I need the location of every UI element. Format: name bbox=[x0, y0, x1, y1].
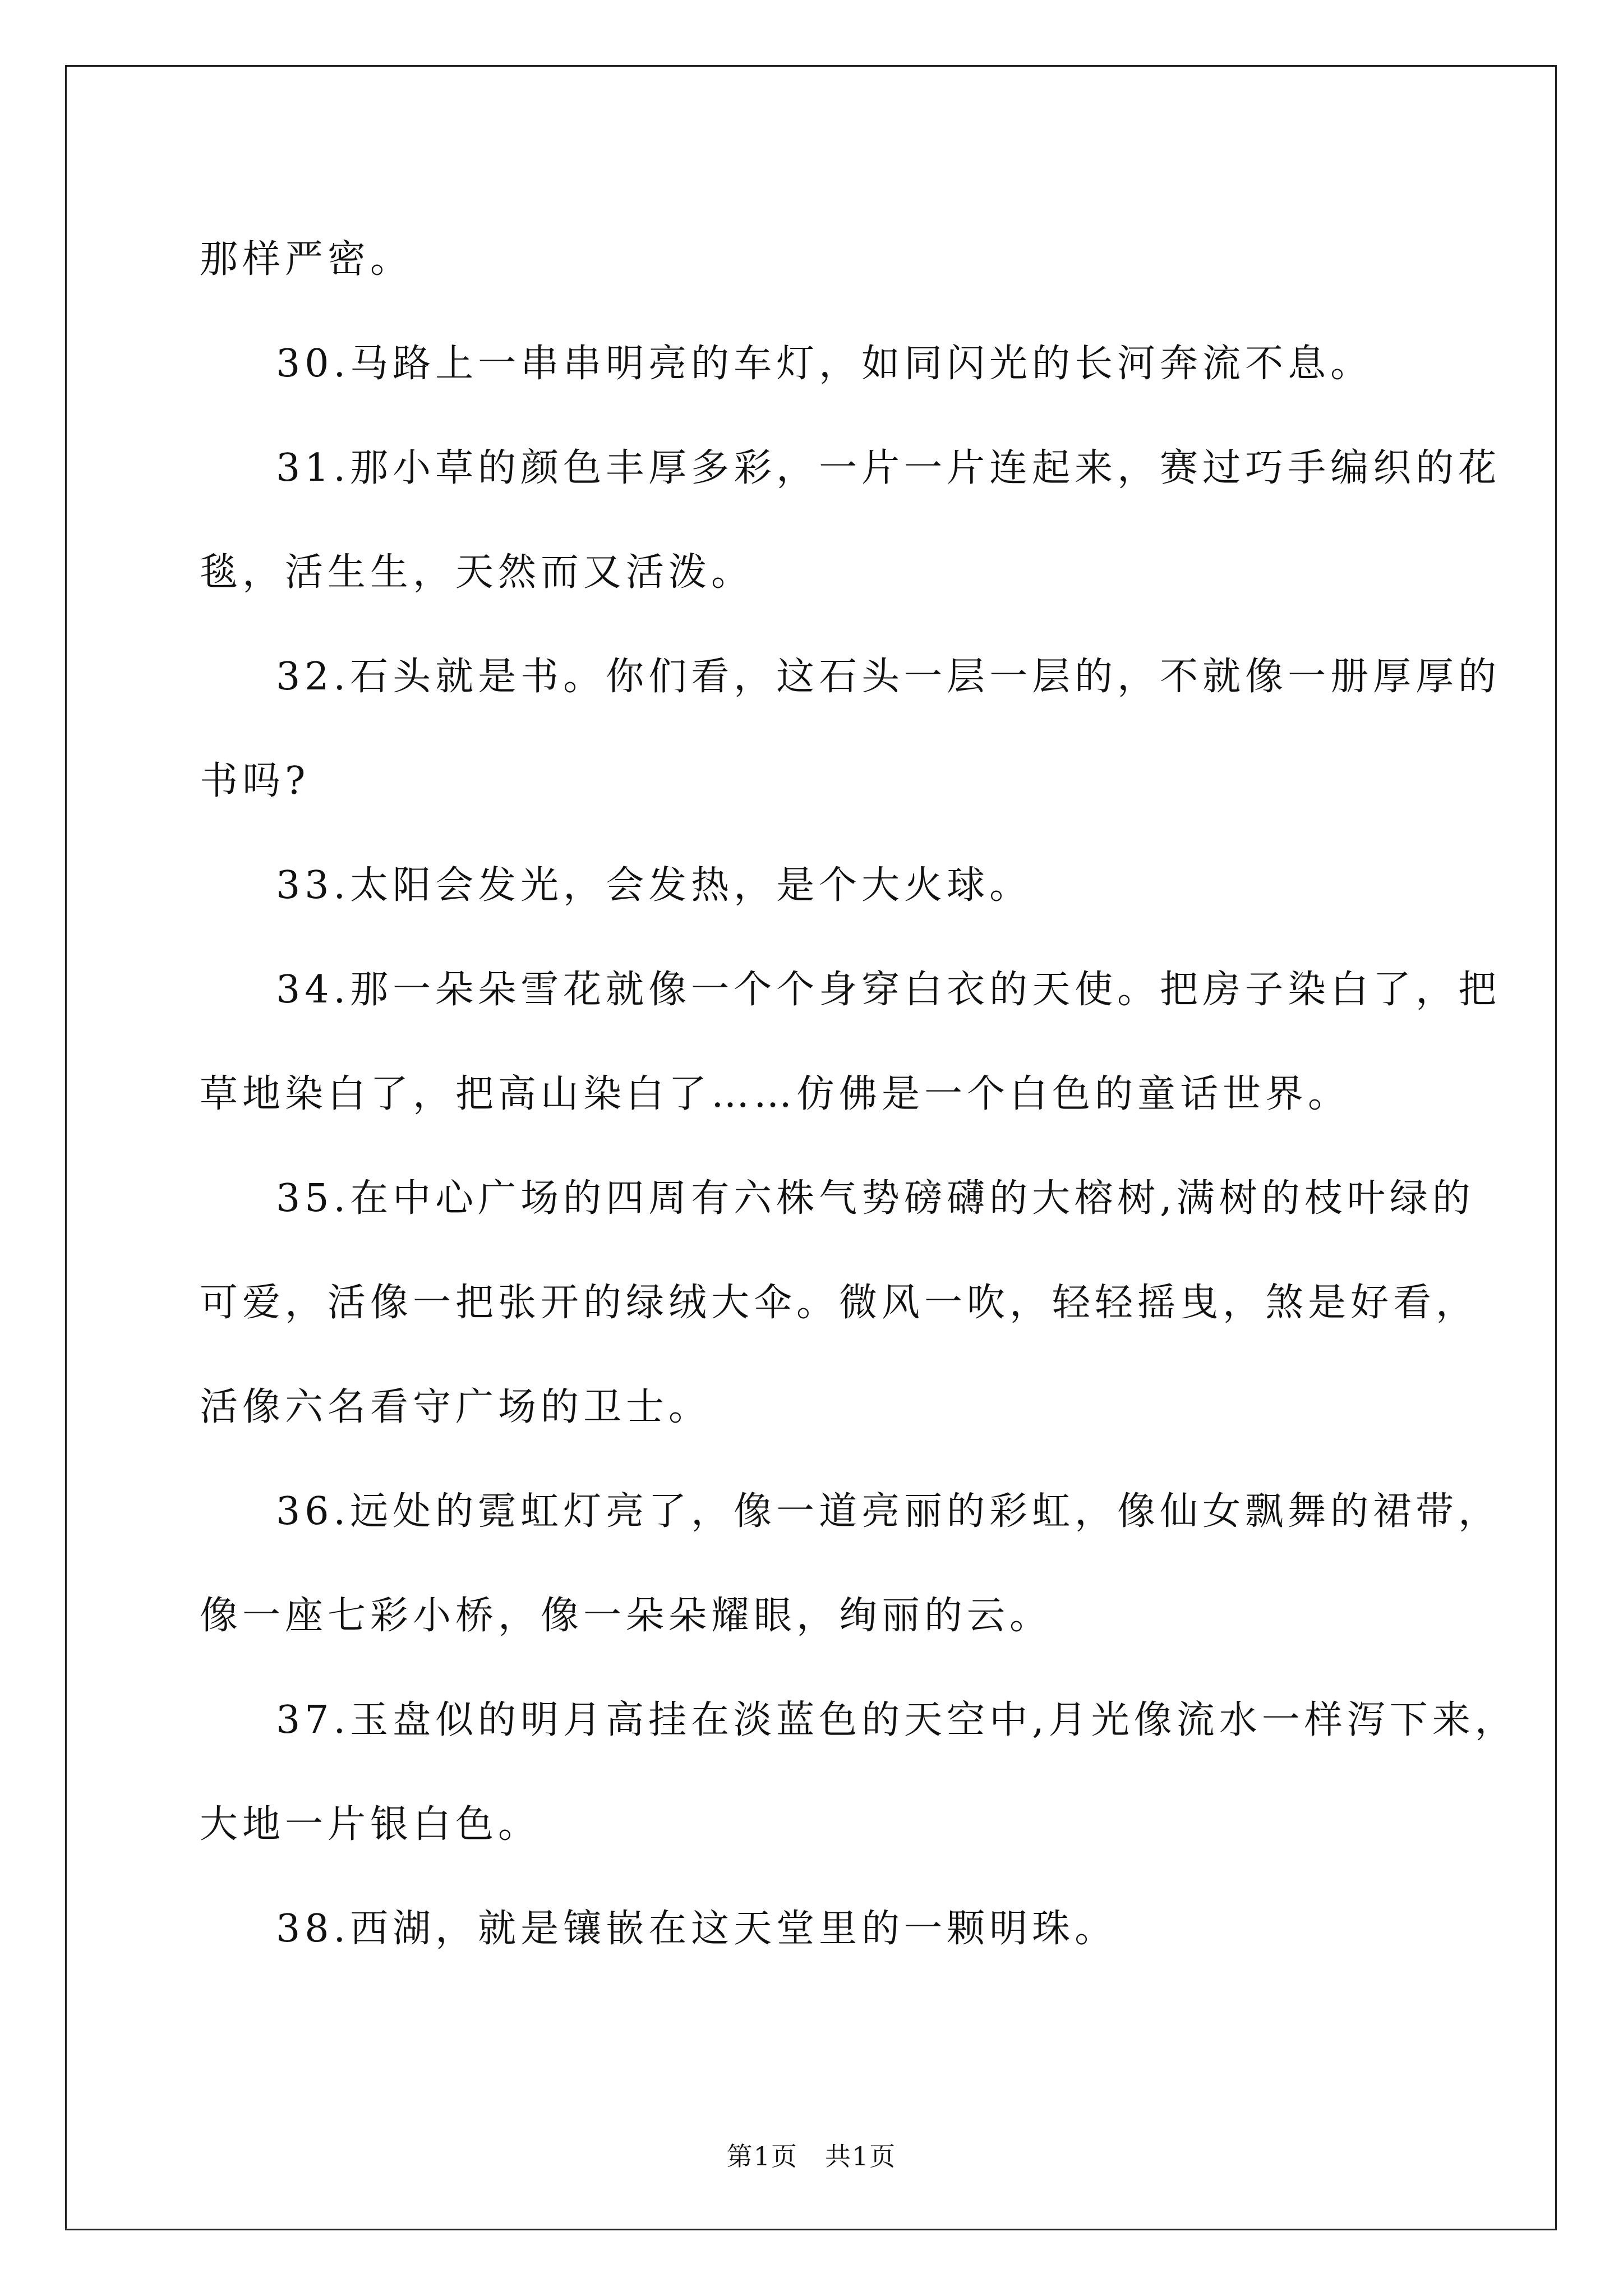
page-footer bbox=[0, 2136, 1623, 2173]
text-line: 35.在中心广场的四周有六株气势磅礴的大榕树,满树的枝叶绿的 bbox=[276, 1176, 1475, 1221]
text-line: 32.石头就是书。你们看，这石头一层一层的，不就像一册厚厚的 bbox=[276, 655, 1501, 699]
text-line: 36.远处的霓虹灯亮了，像一道亮丽的彩虹，像仙女飘舞的裙带， bbox=[276, 1489, 1501, 1534]
text-line: 那样严密。 bbox=[200, 237, 413, 282]
text-line: 可爱，活像一把张开的绿绒大伞。微风一吹，轻轻摇曳，煞是好看， bbox=[200, 1281, 1479, 1325]
text-line: 像一座七彩小桥，像一朵朵耀眼，绚丽的云。 bbox=[200, 1594, 1053, 1638]
text-line: 草地染白了，把高山染白了……仿佛是一个白色的童话世界。 bbox=[200, 1072, 1351, 1116]
text-line: 34.那一朵朵雪花就像一个个身穿白衣的天使。把房子染白了，把 bbox=[276, 968, 1501, 1012]
text-line: 30.马路上一串串明亮的车灯，如同闪光的长河奔流不息。 bbox=[276, 342, 1373, 386]
text-line: 书吗? bbox=[200, 759, 310, 803]
page-total: 共1页 bbox=[825, 2141, 897, 2171]
document-body bbox=[200, 208, 1518, 1981]
text-line: 33.太阳会发光，会发热，是个大火球。 bbox=[276, 863, 1032, 908]
text-line: 大地一片银白色。 bbox=[200, 1802, 541, 1847]
text-line: 31.那小草的颜色丰厚多彩，一片一片连起来，赛过巧手编织的花 bbox=[276, 446, 1501, 490]
text-line: 毯，活生生，天然而又活泼。 bbox=[200, 550, 754, 595]
text-line: 37.玉盘似的明月高挂在淡蓝色的天空中,月光像流水一样泻下来， bbox=[276, 1698, 1518, 1742]
text-line: 活像六名看守广场的卫士。 bbox=[200, 1385, 712, 1429]
text-line: 38.西湖，就是镶嵌在这天堂里的一颗明珠。 bbox=[276, 1907, 1118, 1951]
page-number: 第1页 bbox=[726, 2141, 798, 2171]
